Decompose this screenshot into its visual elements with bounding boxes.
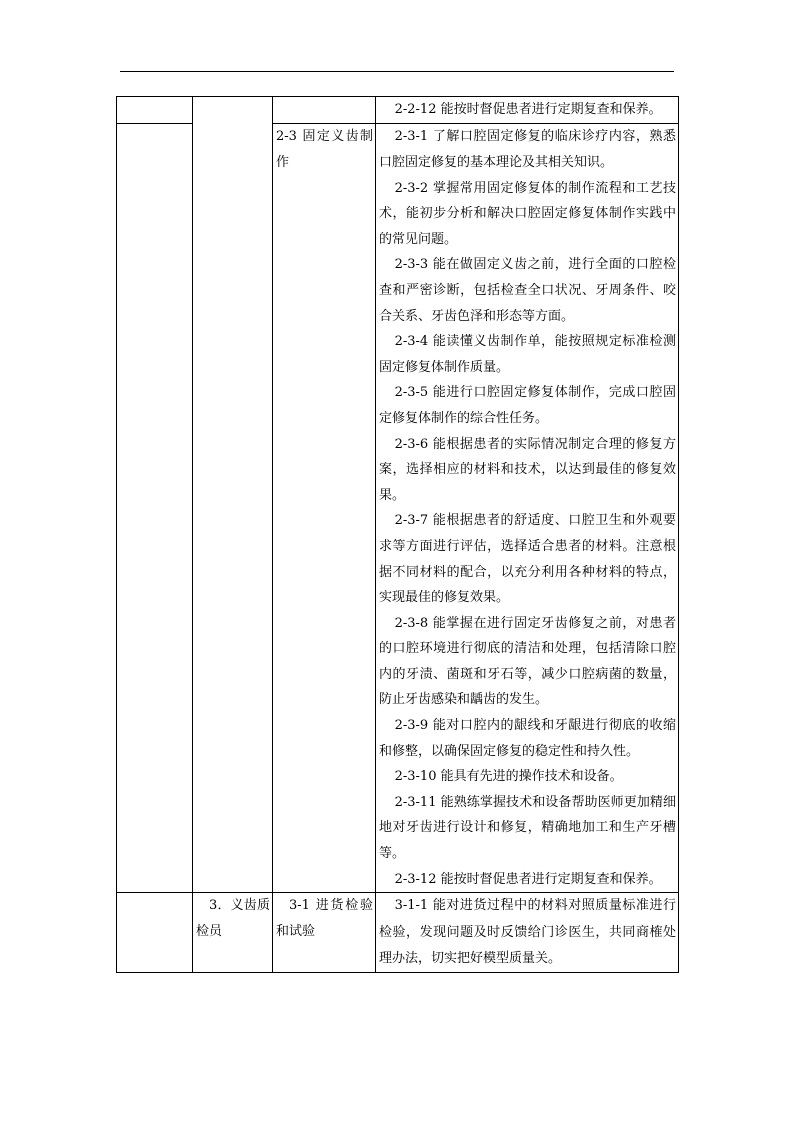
table-cell: [193, 97, 273, 893]
requirement-item: 2-3-11 能熟练掌握技术和设备帮助医师更加精细地对牙齿进行设计和修复，精确地加工和生产牙槽等。: [379, 794, 676, 862]
table-cell: [117, 893, 193, 973]
requirement-item: 2-3-9 能对口腔内的龈线和牙龈进行彻底的收缩和修整，以确保固定修复的稳定性和持久性。: [379, 718, 676, 759]
requirement-item: 2-3-12 能按时督促患者进行定期复查和保养。: [394, 871, 662, 887]
requirement-item: 2-2-12 能按时督促患者进行定期复查和保养。: [394, 102, 662, 117]
table-cell: [273, 97, 376, 124]
requirement-item: 3-1-1 能对进货过程中的材料对照质量标准进行检验，发现问题及时反馈给门诊医生，共同商榷处理办法，切实把好模型质量关。: [379, 898, 676, 967]
header-rule: [120, 71, 674, 72]
requirement-item: 2-3-2 掌握常用固定修复体的制作流程和工艺技术，能初步分析和解决口腔固定修复体制作实践中的常见问题。: [379, 180, 676, 247]
requirement-item: 2-3-1 了解口腔固定修复的临床诊疗内容，熟悉口腔固定修复的基本理论及其相关知识。: [379, 129, 676, 170]
requirements-cell: [376, 124, 679, 893]
requirement-item: 2-3-4 能读懂义齿制作单，能按照规定标准检测固定修复体制作质量。: [379, 334, 676, 375]
requirements-cell: [376, 893, 679, 973]
requirements-cell: [376, 97, 679, 124]
subsection-cell: 2-3 固定义齿制作: [273, 124, 376, 893]
position-cell: 3．义齿质检员: [193, 893, 273, 973]
requirement-item: 2-3-5 能进行口腔固定修复体制作，完成口腔固定修复体制作的综合性任务。: [379, 385, 676, 426]
subsection-cell: 3-1 进货检验和试验: [273, 893, 376, 973]
table-row: [117, 97, 679, 124]
requirement-item: 2-3-3 能在做固定义齿之前，进行全面的口腔检查和严密诊断，包括检查全口状况、牙周条件、咬合关系、牙齿色泽和形态等方面。: [379, 257, 676, 324]
table-row: [117, 893, 679, 973]
table-cell: [117, 124, 193, 893]
requirement-item: 2-3-6 能根据患者的实际情况制定合理的修复方案，选择相应的材料和技术，以达到最佳的修复效果。: [379, 436, 676, 503]
requirement-item: 2-3-10 能具有先进的操作技术和设备。: [394, 769, 623, 785]
requirement-item: 2-3-8 能掌握在进行固定牙齿修复之前，对患者的口腔环境进行彻底的清洁和处理，包括清除口腔内的牙渍、菌斑和牙石等，减少口腔病菌的数量，防止牙齿感染和龋齿的发生。: [379, 615, 676, 708]
requirement-item: 2-3-7 能根据患者的舒适度、口腔卫生和外观要求等方面进行评估，选择适合患者的材料。注意根据不同材料的配合，以充分利用各种材料的特点，实现最佳的修复效果。: [379, 513, 676, 606]
training-standards-table: [116, 96, 679, 973]
table-cell: [117, 97, 193, 124]
